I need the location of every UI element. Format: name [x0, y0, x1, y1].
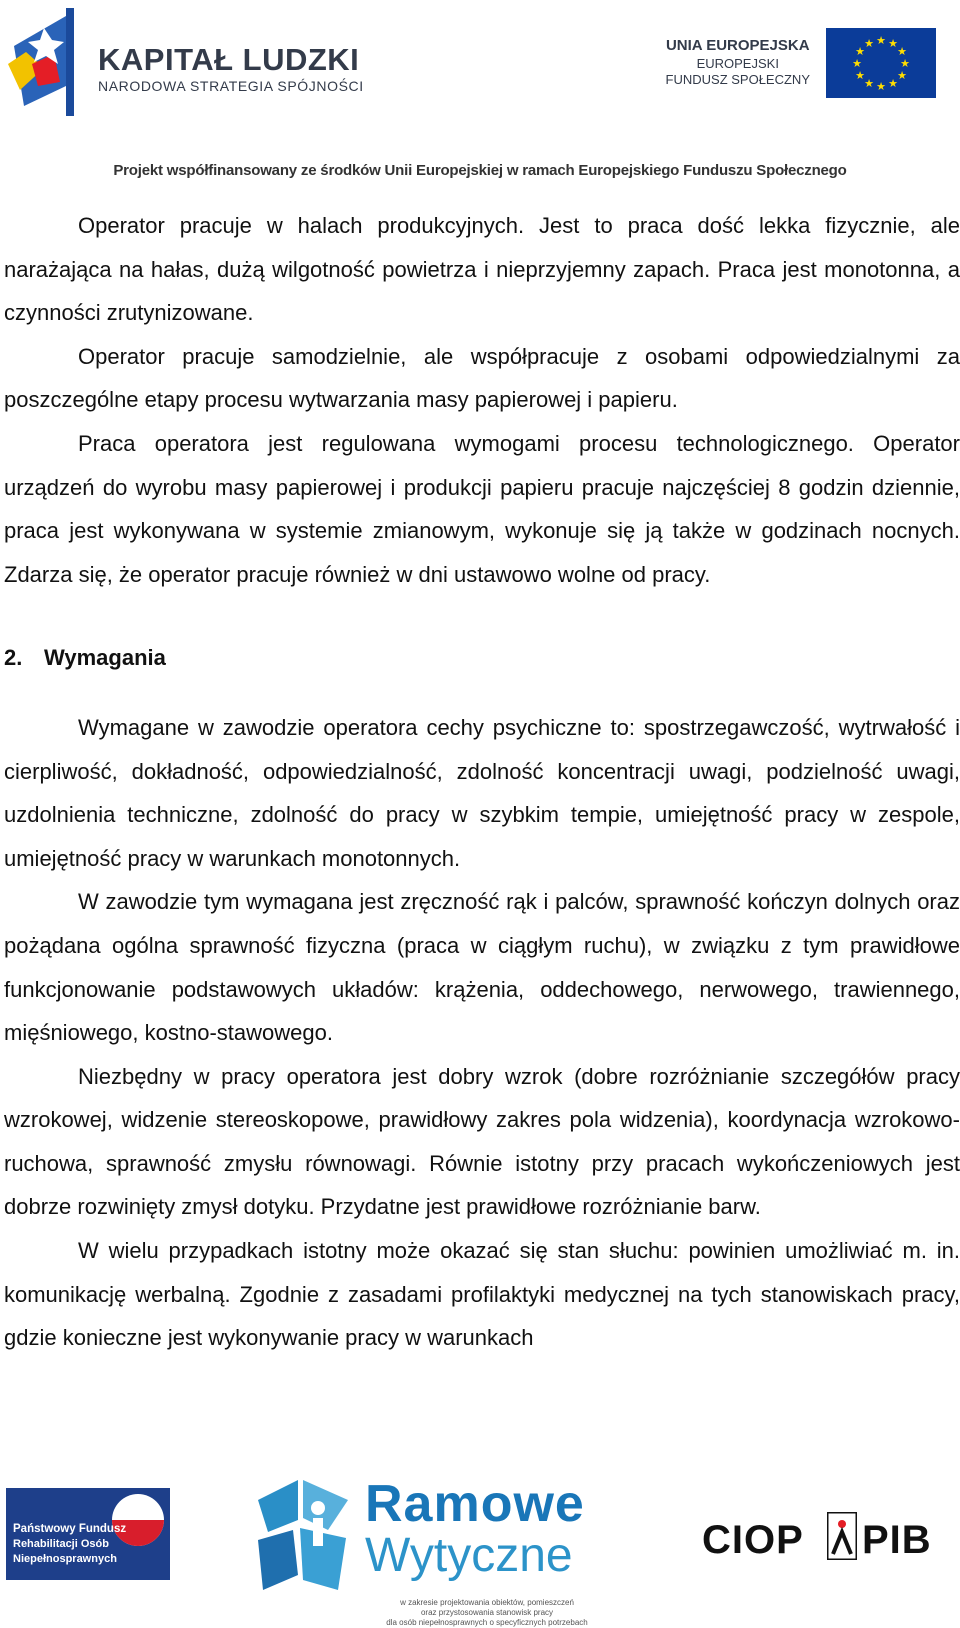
svg-text:★: ★ — [900, 57, 910, 70]
pfron-line1: Państwowy Fundusz — [13, 1523, 127, 1535]
paragraph-cooperation: Operator pracuje samodzielnie, ale współpracuje z osobami odpowiedzialnymi za poszczególne etapy procesu wytwarzania masy papierowej i papieru. — [4, 343, 960, 413]
pfron-line3: Niepełnosprawnych — [13, 1553, 117, 1565]
page-header — [0, 0, 960, 190]
section-number: 2. — [4, 645, 23, 671]
page-footer — [0, 1475, 960, 1628]
svg-text:★: ★ — [876, 34, 886, 47]
svg-text:★: ★ — [852, 57, 862, 70]
document-body — [4, 204, 960, 1360]
ramowe-wytyczne-icon — [258, 1480, 368, 1600]
svg-text:★: ★ — [855, 69, 865, 82]
pfron-line2: Rehabilitacji Osób — [13, 1538, 109, 1550]
paragraph-psychological-traits: Wymagane w zawodzie operatora cechy psychiczne to: spostrzegawczość, wytrwałość i cierpliwość, dokładność, odpowiedzialność, zdolność koncentracji uwagi, podzielność uwagi, uzdolnienia techniczne, zdolność do pracy w szybkim tempie, umiejętność pracy w zespole, umiejętność pracy w warunkach monotonnych. — [4, 714, 960, 871]
svg-text:★: ★ — [864, 77, 874, 90]
paragraph-vision: Niezbędny w pracy operatora jest dobry wzrok (dobre rozróżnianie szczegółów pracy wzrokowej, widzenie stereoskopowe, prawidłowy zakres pola widzenia), koordynacja wzrokowo-ruchowa, sprawność zmysłu równowagi. Równie istotny przy pracach wykończeniowych jest dobrze rozwinięty zmysł dotyku. Przydatne jest prawidłowe rozróżnianie barw. — [4, 1063, 960, 1220]
svg-text:★: ★ — [864, 37, 874, 50]
eu-label-line2: EUROPEJSKI — [696, 56, 779, 71]
caption-line1: w zakresie projektowania obiektów, pomieszczeń — [400, 1598, 574, 1607]
eu-label-line1: UNIA EUROPEJSKA — [665, 37, 810, 54]
section-title: Wymagania — [44, 645, 166, 671]
eu-label-line3: FUNDUSZ SPOŁECZNY — [665, 72, 810, 87]
paragraph-hearing: W wielu przypadkach istotny może okazać się stan słuchu: powinien umożliwiać m. in. komunikację werbalną. Zgodnie z zasadami profilaktyki medycznej na tych stanowiskach pracy, gdzie konieczne jest wykonywanie pracy w warunkach — [4, 1238, 960, 1351]
svg-text:★: ★ — [897, 69, 907, 82]
eu-flag-icon — [826, 28, 936, 98]
pib-text: PIB — [862, 1518, 932, 1562]
ciop-text: CIOP — [702, 1518, 804, 1562]
wytyczne-title: Wytyczne — [365, 1529, 573, 1582]
caption-line2: oraz przystosowania stanowisk pracy — [420, 1608, 554, 1617]
ramowe-wytyczne-caption — [362, 1598, 612, 1628]
caption-line3: dla osób niepełnosprawnych o specyficznych potrzebach — [386, 1618, 588, 1627]
svg-text:★: ★ — [855, 45, 865, 58]
kapital-ludzki-title: KAPITAŁ LUDZKI — [98, 42, 360, 77]
eu-label — [666, 36, 810, 88]
svg-text:★: ★ — [888, 77, 898, 90]
ramowe-title: Ramowe — [365, 1475, 585, 1533]
pfron-logo — [6, 1488, 170, 1580]
kapital-ludzki-subtitle: NARODOWA STRATEGIA SPÓJNOŚCI — [98, 78, 364, 94]
svg-text:★: ★ — [897, 45, 907, 58]
paragraph-working-hours: Praca operatora jest regulowana wymogami procesu technologicznego. Operator urządzeń do wyrobu masy papierowej i produkcji papieru pracuje najczęściej 8 godzin dziennie, praca jest wykonywana w systemie zmianowym, wykonuje się ją także w godzinach nocnych. Zdarza się, że operator pracuje również w dni ustawowo wolne od pracy. — [4, 430, 960, 587]
kapital-ludzki-logo — [4, 6, 96, 118]
svg-text:★: ★ — [888, 37, 898, 50]
paragraph-physical-fitness: W zawodzie tym wymagana jest zręczność rąk i palców, sprawność kończyn dolnych oraz pożądana ogólna sprawność fizyczna (praca w ciągłym ruchu), w związku z tym prawidłowe funkcjonowanie podstawowych układów: krążenia, oddechowego, nerwowego, trawiennego, mięśniowego, kostno-stawowego. — [4, 889, 960, 1046]
cofinancing-note: Projekt współfinansowany ze środków Unii Europejskiej w ramach Europejskiego Funduszu Społecznego — [113, 162, 847, 179]
section-heading-requirements — [4, 636, 960, 680]
ciop-pib-person-icon — [827, 1512, 857, 1560]
svg-text:★: ★ — [876, 80, 886, 93]
paragraph-work-environment: Operator pracuje w halach produkcyjnych. Jest to praca dość lekka fizycznie, ale narażająca na hałas, dużą wilgotność powietrza i nieprzyjemny zapach. Praca jest monotonna, a czynności zrutynizowane. — [4, 213, 960, 326]
